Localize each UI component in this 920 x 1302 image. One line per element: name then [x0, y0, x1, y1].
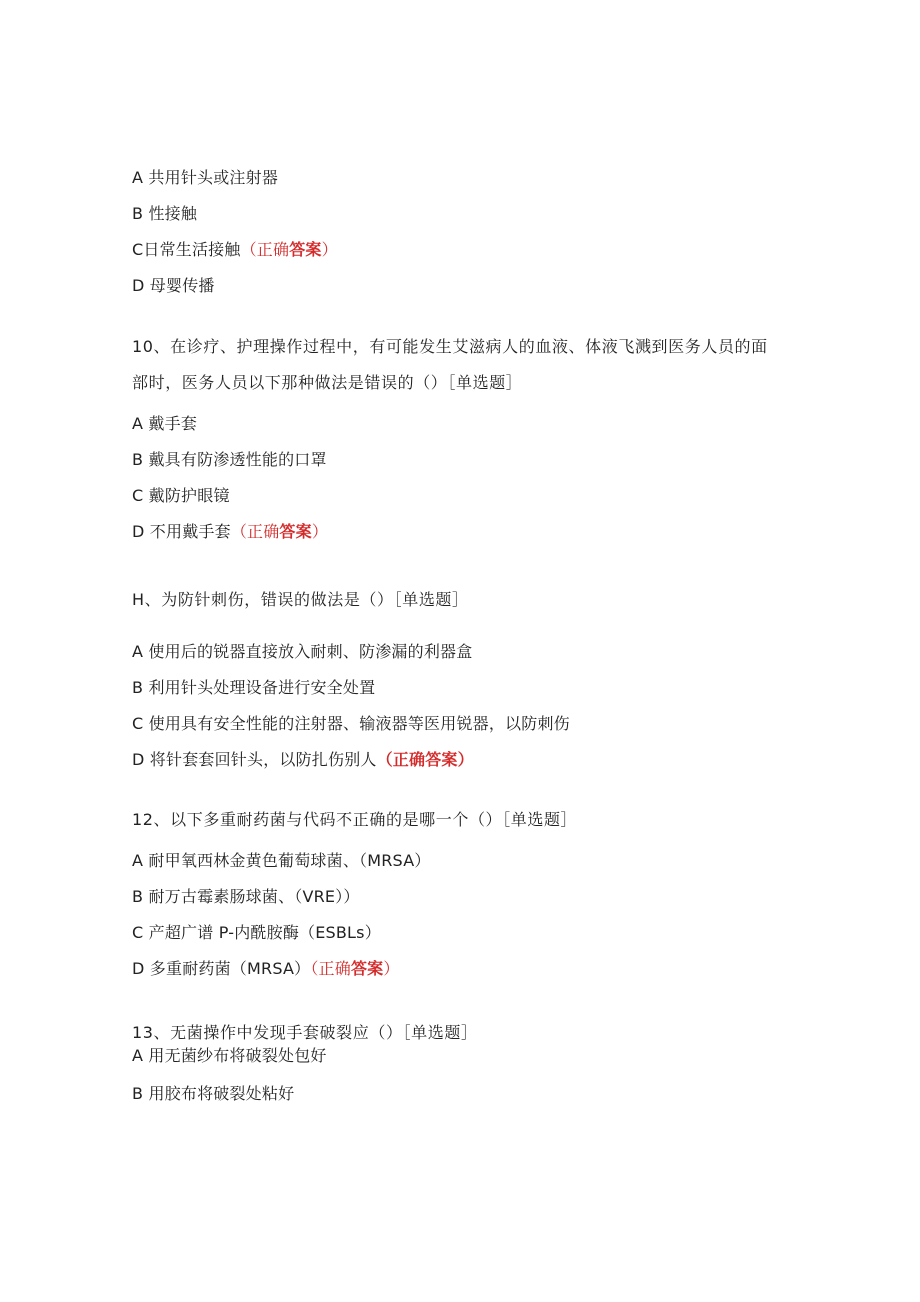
- q9-option-d: D 母婴传播: [132, 276, 215, 295]
- answer-close: ）: [311, 522, 329, 541]
- q11-option-d-text: D 将针套套回针头，以防扎伤别人: [132, 750, 377, 769]
- q12-option-a: A 耐甲氧西林金黄色葡萄球菌、（MRSA）: [132, 851, 431, 870]
- q9-correct-answer-mark: [241, 240, 338, 259]
- q12-option-c: C 产超广谱 P-内酰胺酶（ESBLs）: [132, 923, 381, 942]
- answer-open: （正确: [230, 522, 280, 541]
- q11-correct-answer-mark: （正确答案）: [376, 750, 474, 769]
- answer-open: （正确: [310, 959, 351, 978]
- q12-option-d-text: D 多重耐药菌（MRSA）: [132, 959, 311, 978]
- q13-option-a: A 用无菌纱布将破裂处包好: [132, 1046, 327, 1065]
- answer-close: ）: [383, 959, 400, 978]
- q9-option-c-text: C日常生活接触: [132, 240, 241, 259]
- q10-option-c: C 戴防护眼镜: [132, 486, 230, 505]
- q10-title-line1: 10、在诊疗、护理操作过程中，有可能发生艾滋病人的血液、体液飞溅到医务人员的面: [132, 337, 768, 356]
- q11-option-b: B 利用针头处理设备进行安全处置: [132, 678, 376, 697]
- answer-bold: 答案: [289, 240, 322, 259]
- q12-title: 12、以下多重耐药菌与代码不正确的是哪一个（）［单选题］: [132, 810, 578, 829]
- answer-bold: 答案: [350, 959, 384, 978]
- q10-correct-answer-mark: [231, 522, 328, 541]
- q10-option-a: A 戴手套: [132, 414, 198, 433]
- q10-option-d-text: D 不用戴手套: [132, 522, 231, 541]
- answer-open: （正确: [240, 240, 290, 259]
- q12-correct-answer-mark: [310, 959, 399, 978]
- q11-title: H、为防针刺伤，错误的做法是（）［单选题］: [132, 590, 469, 609]
- q9-option-b: B 性接触: [132, 204, 198, 223]
- q10-option-d: [132, 522, 328, 542]
- q12-option-b: B 耐万古霉素肠球菌、（VRE））: [132, 887, 360, 906]
- q13-title: 13、无菌操作中发现手套破裂应（）［单选题］: [132, 1023, 478, 1042]
- q13-option-b: B 用胶布将破裂处粘好: [132, 1084, 295, 1103]
- q9-option-c: [132, 240, 338, 260]
- q11-option-a: A 使用后的锐器直接放入耐刺、防渗漏的利器盒: [132, 642, 473, 661]
- q11-option-d: [132, 750, 474, 770]
- q11-option-c: C 使用具有安全性能的注射器、输液器等医用锐器，以防刺伤: [132, 714, 570, 733]
- q10-title-line2: 部时，医务人员以下那种做法是错误的（）［单选题］: [132, 373, 523, 392]
- q10-option-b: B 戴具有防渗透性能的口罩: [132, 450, 327, 469]
- answer-close: ）: [321, 240, 338, 259]
- answer-bold: 答案: [279, 522, 312, 541]
- q12-option-d: [132, 959, 400, 979]
- q9-option-a: A 共用针头或注射器: [132, 168, 279, 187]
